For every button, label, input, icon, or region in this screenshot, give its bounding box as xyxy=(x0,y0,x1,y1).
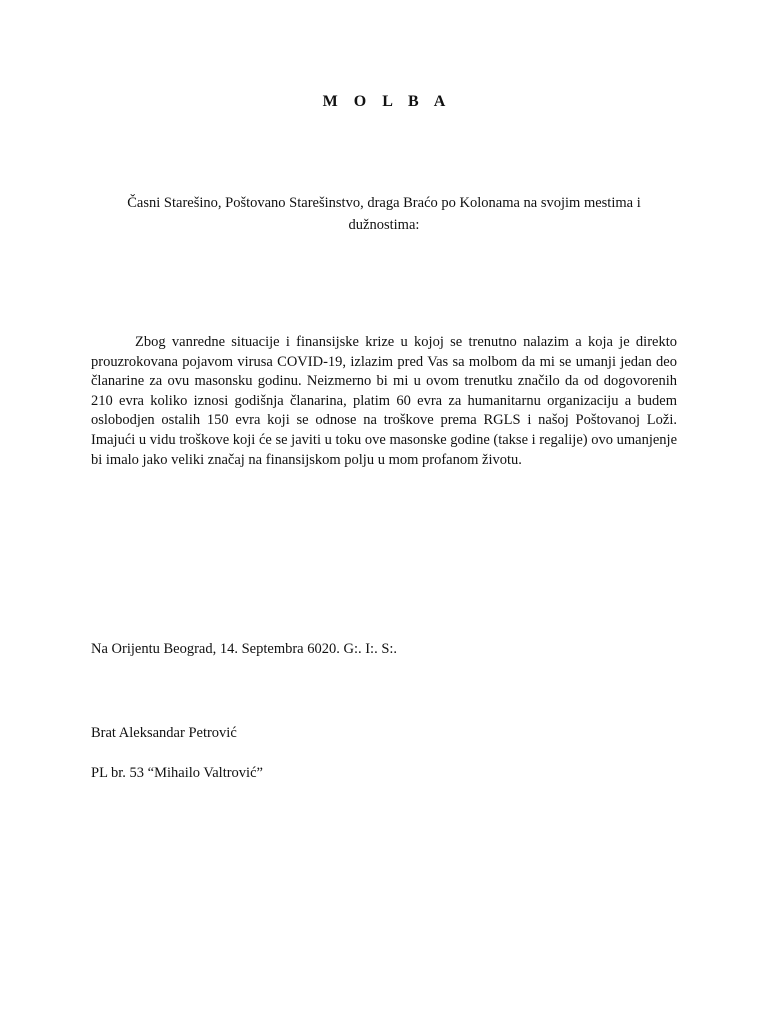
salutation: Časni Starešino, Poštovano Starešinstvo, draga Braćo po Kolonama na svojim mestima i dužnostima: xyxy=(127,195,641,233)
lodge-name: PL br. 53 “Mihailo Valtrović” xyxy=(91,765,263,781)
document-title: M O L B A xyxy=(322,93,452,110)
place-date-line: Na Orijentu Beograd, 14. Septembra 6020. G:. I:. S:. xyxy=(91,641,398,657)
body-paragraph: Zbog vanredne situacije i finansijske krize u kojoj se trenutno nalazim a koja je direkto prouzrokovana pojavom virusa COVID-19, izlazim pred Vas sa molbom da mi se umanji jedan deo članarine za ovu masonsku godinu. Neizmerno bi mi u ovom trenutku značilo da od dogovorenih 210 evra koliko iznosi godišnja članarina, platim 60 evra za humanitarnu organizaciju a budem oslobodjen ostalih 150 evra koji se odnose na troškove prema RGLS i našoj Poštovanoj Loži. Imajući u vidu troškove koji će se javiti u toku ove masonske godine (takse i regalije) ovo umanjenje bi imalo jako veliki značaj na finansijskom polju u mom profanom životu. xyxy=(91,334,677,468)
signer-name: Brat Aleksandar Petrović xyxy=(91,725,237,741)
